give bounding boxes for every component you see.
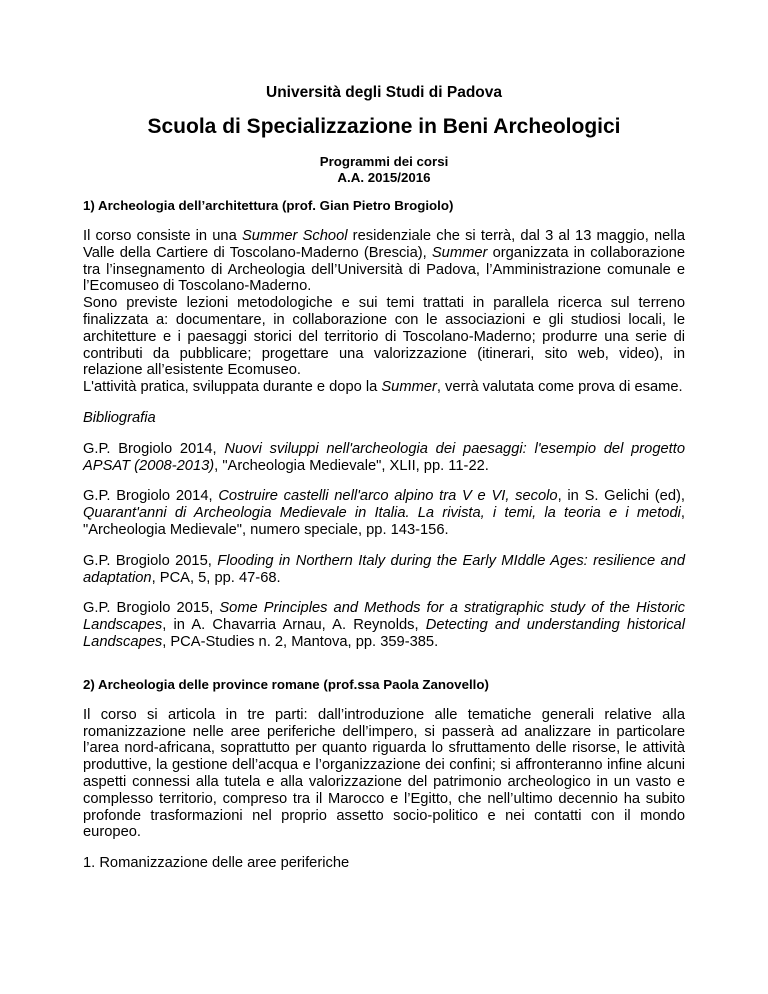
bibliography-label: Bibliografia (83, 409, 156, 426)
section-1-paragraph-1: Il corso consiste in una Summer School residenziale che si terrà, dal 3 al 13 maggio, nella Valle della Cartiere di Toscolano-Maderno (Brescia), Summer organizzata in collaborazione tra l’insegnamento di Archeologia dell’Università di Padova, l’Amministrazione comunale e l’Ecomuseo di Toscolano-Maderno. (83, 228, 685, 295)
bibliography-entry: G.P. Brogiolo 2015, Some Principles and Methods for a stratigraphic study of the Historic Landscapes, in A. Chavarria Arnau, A. Reynolds, Detecting and understanding historical Landscapes, PCA-Studies n. 2, Mantova, pp. 359-385. (83, 600, 685, 650)
section-1-paragraph-2: Sono previste lezioni metodologiche e sui temi trattati in parallela ricerca sul terreno finalizzata a: documentare, in collaborazione con le associazioni e gli studiosi locali, le architetture e i paesaggi storici del territorio di Toscolano-Maderno; produrre una serie di contributi da pubblicare; progettare una valorizzazione (itinerari, sito web, video), in relazione all’esistente Ecomuseo. (83, 295, 685, 379)
bibliography-entry: G.P. Brogiolo 2014, Costruire castelli nell'arco alpino tra V e VI, secolo, in S. Gelichi (ed), Quarant'anni di Archeologia Medievale in Italia. La rivista, i temi, la teoria e i metodi, "Archeologia Medievale", numero speciale, pp. 143-156. (83, 488, 685, 538)
school-title: Scuola di Specializzazione in Beni Archeologici (147, 115, 621, 138)
section-1-paragraph-3: L'attività pratica, sviluppata durante e dopo la Summer, verrà valutata come prova di esame. (83, 379, 683, 396)
bibliography-entry: G.P. Brogiolo 2014, Nuovi sviluppi nell'archeologia dei paesaggi: l'esempio del progetto APSAT (2008-2013), "Archeologia Medievale", XLII, pp. 11-22. (83, 440, 685, 474)
university-name: Università degli Studi di Padova (266, 84, 502, 101)
section-2-item-1: 1. Romanizzazione delle aree periferiche (83, 855, 350, 872)
section-2-paragraph-1: Il corso si articola in tre parti: dall’introduzione alle tematiche generali relative alla romanizzazione nelle aree periferiche dell’impero, si passerà ad analizzare in particolare l’area nord-africana, soprattutto per quanto riguarda lo sfruttamento delle risorse, le attività produttive, la gestione dell’acqua e l’organizzazione dei confini; si affronteranno infine alcuni aspetti connessi alla tutela e alla valorizzazione del patrimonio archeologico in un vasto e complesso territorio, compreso tra il Marocco e l’Egitto, che nell’ultimo decennio ha subito profonde trasformazioni nel proprio assetto socio-politico e nei contatti con il mondo europeo. (83, 706, 685, 841)
bibliography-entry: G.P. Brogiolo 2015, Flooding in Northern Italy during the Early MIddle Ages: resilience and adaptation, PCA, 5, pp. 47-68. (83, 552, 686, 586)
programmes-label: Programmi dei corsi (319, 154, 449, 169)
programmes-heading (83, 154, 685, 186)
academic-year: A.A. 2015/2016 (337, 170, 431, 185)
section-1-title: 1) Archeologia dell’architettura (prof. Gian Pietro Brogiolo) (83, 198, 454, 213)
section-2-title: 2) Archeologia delle province romane (prof.ssa Paola Zanovello) (83, 676, 489, 692)
